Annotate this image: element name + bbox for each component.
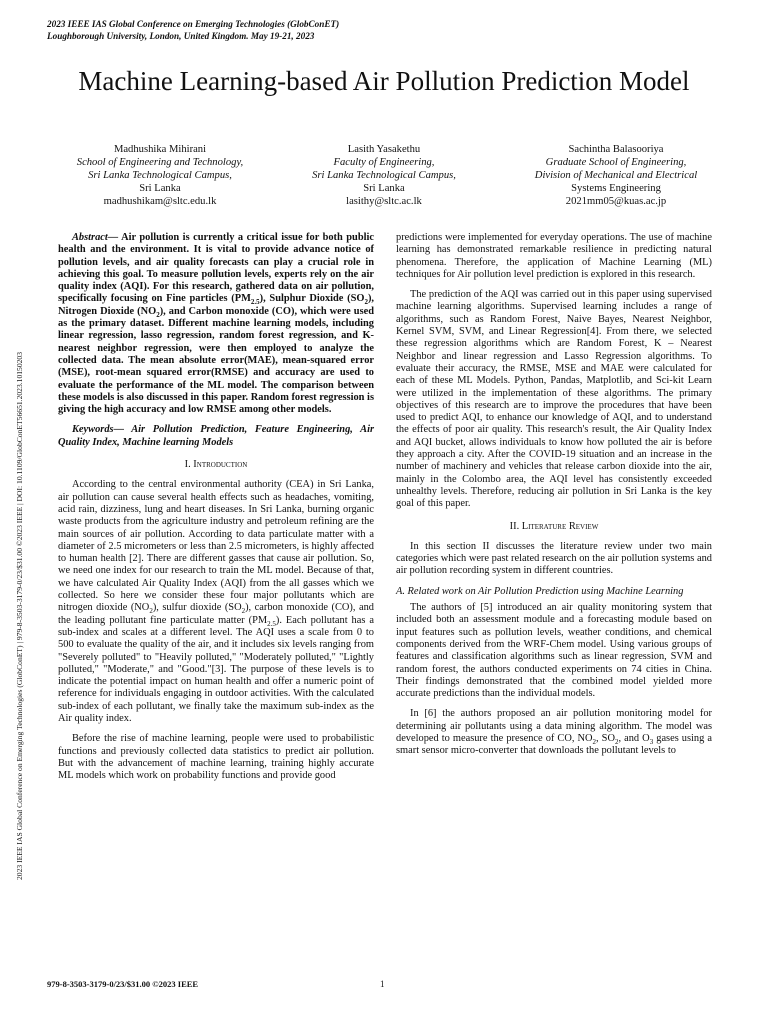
abstract-lead: Abstract— [72,232,119,243]
author-affiliation: School of Engineering and Technology, [76,157,244,168]
author-name: Sachintha Balasooriya [568,144,664,155]
side-doi-text: 2023 IEEE IAS Global Conference on Emerging Technologies (GlobConET) | 979-8-3503-3179-0/23/$31.00 ©2023 IEEE | DOI: 10.1109/GlobConET56651.2023.10150203 [15,351,24,880]
paragraph-continued: predictions were implemented for everyday operations. The use of machine learning has demonstrated remarkable resilience in predicting natural phenomena. Therefore, the application of Machine Learning (ML) techniques for Air pollution level prediction is explored in this research. [396,232,712,280]
author-country: Sri Lanka [139,183,181,194]
subsection-heading-a: A. Related work on Air Pollution Prediction using Machine Learning [396,585,684,597]
author-department: Systems Engineering [571,183,661,194]
paragraph-ref-6: In [6] the authors proposed an air pollution monitoring model for determining air pollutants using a data mining algorithm. The model was developed to measure the presence of CO, $NO_2$, $SO_2$, and $O_3$ gases using a smart sensor micro-converter that downloads the pollutant levels to [396,708,712,757]
paragraph-literature-intro: In this section II discusses the literature review under two main categories which were past related research on the air pollution systems and air pollution recording system in different countries. [396,540,712,577]
author-affiliation: Graduate School of Engineering, [545,157,687,168]
paper-title: Machine Learning-based Air Pollution Prediction Model [78,66,690,96]
author-email[interactable]: madhushikam@sltc.edu.lk [103,196,217,207]
intro-paragraph: According to the central environmental authority (CEA) in Sri Lanka, air pollution can cause several health effects such as headaches, vomiting, acid rain, dizziness, lung and heart diseases. In Sri Lanka, burning organic waste products from the agriculture industry and petroleum refining are the main sources of air pollution. According to data particulate matter with a diameter of 2.5 micrometers or less than 2.5 micrometers, is highly affected to human health [2]. There are different gasses that cause air pollution. So, we need one index for our research to train the ML model. Because of that, we have calculated Air Quality Index (AQI) from the all gasses which we collected. So here we consider these four major pollutants which are nitrogen dioxide $(NO_2)$, sulfur dioxide $(SO_2)$, carbon monoxide (CO), and the leading pollutant fine particulate matter $(PM_{2.5})$. Each pollutant has a sub-index and scales at a different level. The AQI uses a scale from 0 to 500 to evaluate the quality of the air, and it includes six levels ranging from "Severely polluted" to "Heavily polluted," "Moderately polluted," "Lightly polluted," "Moderate," and "Good."[3]. The purpose of these levels is to indicate the potential impact on human health and offer a numeric point of reference for individuals engaging in outdoor activities. With the calculated sub-index of each pollutant, we finally take the maximum sub-index as the Air quality index. [58,479,374,724]
section-heading-introduction: I. Introduction [184,459,248,471]
section-heading-literature-review: II. Literature Review [509,520,599,532]
keywords: Keywords— Air Pollution Prediction, Feature Engineering, Air Quality Index, Machine learning Models [58,424,374,448]
author-email[interactable]: 2021mm05@kuas.ac.jp [565,196,667,207]
author-block-1 [52,143,268,208]
author-block-3 [506,143,726,208]
paragraph-ml-rise: Before the rise of machine learning, people were used to probabilistic functions and previously collected data statistics to predict air pollution. But with the advancement of machine learning, training highly accurate ML models which work on probability functions and provide good [58,733,374,782]
copyright-footer: 979-8-3503-3179-0/23/$31.00 ©2023 IEEE [47,979,199,989]
author-affiliation: Division of Mechanical and Electrical [534,170,698,181]
right-column [396,232,712,766]
page-number: 1 [380,979,385,989]
abstract: Abstract— Air pollution is currently a critical issue for both public health and the environment. It is vital to provide advance notice of pollution levels, and air quality forecasts can play a crucial role in achieving this goal. To measure pollution levels, experts rely on the air quality index (AQI). For this research, gathered data on air pollution, specifically focusing on Fine particles $(PM_{2.5})$, Sulphur Dioxide $(SO_2)$, Nitrogen Dioxide $(NO_2)$, and Carbon monoxide (CO), which were used as the primary dataset. Different machine learning models, including linear regression, lasso regression, random forest regression, and K-nearest neighbor regression, were then employed to analyze the collected data. The mean absolute error(MAE), mean-squared error (MSE), root-mean squared error(RMSE) and accuracy are used to evaluate the performance of the ML model. The comparison between these models is also discussed in this paper. Random forest regression is giving the high accuracy and low RMSE among other models. [58,232,375,416]
author-affiliation: Sri Lanka Technological Campus, [312,170,456,181]
paragraph-aqi-prediction: The prediction of the AQI was carried out in this paper using supervised machine learning algorithms. Supervised learning includes a range of algorithms, such as Random Forest, Naive Bayes, Nearest Neighbor, Kernel SVM, SVM, and Linear Regression[4]. From there, we selected these regression algorithms which are Random Forest, K – Nearest Neighbor and linear regression and Lasso Regression algorithms. To evaluate their accuracy, the RMSE, MSE and MAE were calculated for each of these ML Models. Python, Pandas, Matplotlib, and Sci-kit Learn were utilized in the implementation of these algorithms. The primary objectives of this research are to improve the procedures that have been used to predict AQI, to enhance our knowledge of AQI, and to understand the effects of poor air quality. This research's result, the Air Quality Index and AQI bucket, allows individuals to know how polluted the air is before they approach a city. After the COVID-19 situation and an increase in the number of machinery and vehicles that release carbon dioxide into the air, mainly in the Colombo area, the AQI level has consistently exceeded unhealthy levels. Therefore, reducing air pollution in Sri Lanka is the key goal of this paper. [396,289,712,510]
author-affiliation: Faculty of Engineering, [333,157,435,168]
paragraph-ref-5: The authors of [5] introduced an air quality monitoring system that included both an assessment module and a forecasting module based on input features such as pollution levels, weather conditions, and chemical components derived from the WRF-Chem model. Using various groups of features and classification algorithms such as linear regression, SVM and random forest, the authors conducted experiments on 74 cities in China. Their findings demonstrated that the combined model yielded more accurate predictions than the individual models. [396,602,712,700]
left-column [58,232,374,790]
author-country: Sri Lanka [363,183,405,194]
conference-location: Loughborough University, London, United Kingdom. May 19-21, 2023 [47,31,315,41]
author-name: Madhushika Mihirani [113,144,207,155]
author-email[interactable]: lasithy@sltc.ac.lk [346,196,422,207]
author-affiliation: Sri Lanka Technological Campus, [88,170,232,181]
conference-name: 2023 IEEE IAS Global Conference on Emerging Technologies (GlobConET) [47,19,340,29]
conference-header [47,18,339,42]
author-name: Lasith Yasakethu [347,144,421,155]
author-block-2 [284,143,484,208]
